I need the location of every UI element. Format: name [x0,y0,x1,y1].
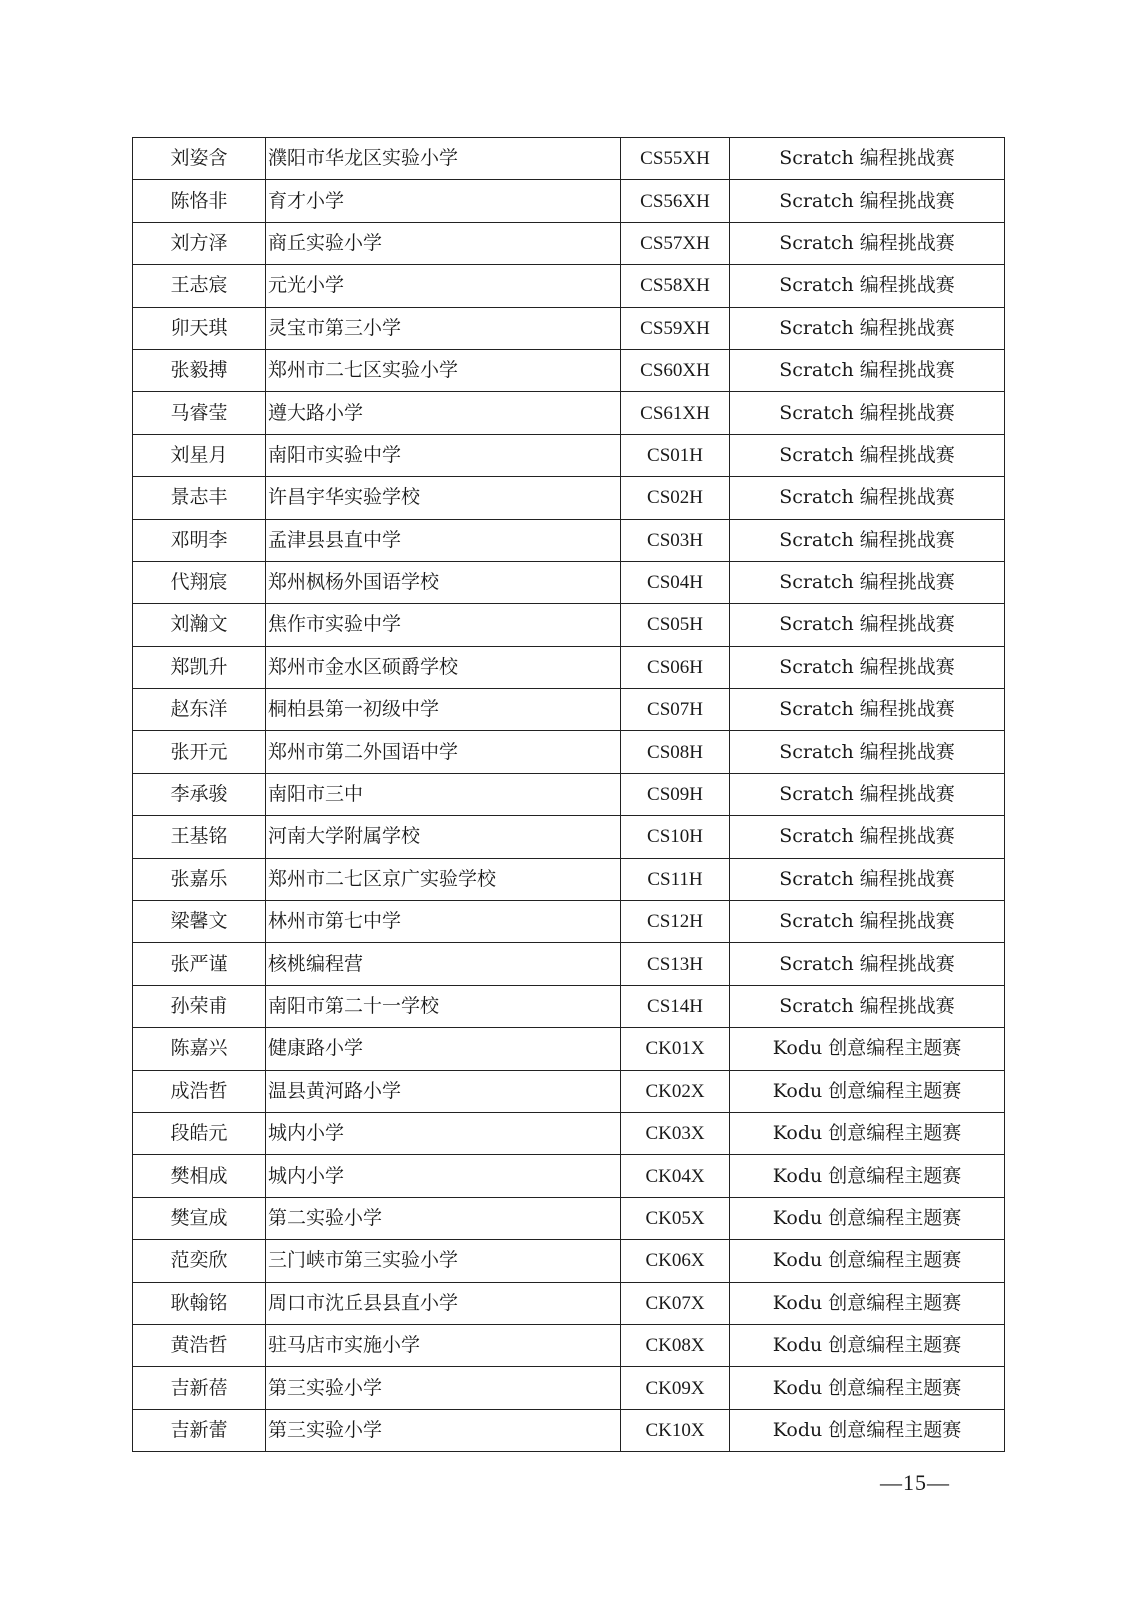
participant-name: 刘星月 [133,434,266,476]
school-name: 第三实验小学 [266,1409,621,1451]
entry-code: CS01H [621,434,730,476]
participant-name: 张毅搏 [133,349,266,391]
entry-code: CS08H [621,731,730,773]
event-name: Kodu 创意编程主题赛 [730,1240,1005,1282]
school-name: 孟津县县直中学 [266,519,621,561]
event-name: Scratch 编程挑战赛 [730,773,1005,815]
entry-code: CK04X [621,1155,730,1197]
school-name: 南阳市实验中学 [266,434,621,476]
school-name: 城内小学 [266,1112,621,1154]
school-name: 第二实验小学 [266,1197,621,1239]
entry-code: CK05X [621,1197,730,1239]
entry-code: CK03X [621,1112,730,1154]
school-name: 周口市沈丘县县直小学 [266,1282,621,1324]
table-row [133,604,1005,646]
school-name: 濮阳市华龙区实验小学 [266,138,621,180]
table-row [133,392,1005,434]
table-row [133,646,1005,688]
event-name: Scratch 编程挑战赛 [730,646,1005,688]
entry-code: CK02X [621,1070,730,1112]
entry-code: CS59XH [621,307,730,349]
table-row [133,307,1005,349]
participant-name: 樊宣成 [133,1197,266,1239]
event-name: Scratch 编程挑战赛 [730,901,1005,943]
entry-code: CK06X [621,1240,730,1282]
participant-name: 马睿莹 [133,392,266,434]
event-name: Scratch 编程挑战赛 [730,604,1005,646]
entry-code: CS10H [621,816,730,858]
participant-name: 陈恪非 [133,180,266,222]
participant-name: 耿翰铭 [133,1282,266,1324]
event-name: Scratch 编程挑战赛 [730,858,1005,900]
event-name: Scratch 编程挑战赛 [730,985,1005,1027]
event-name: Scratch 编程挑战赛 [730,689,1005,731]
participant-name: 段皓元 [133,1112,266,1154]
school-name: 第三实验小学 [266,1367,621,1409]
participant-name: 卯天琪 [133,307,266,349]
entry-code: CS02H [621,477,730,519]
event-name: Scratch 编程挑战赛 [730,180,1005,222]
table-row [133,265,1005,307]
participant-name: 郑凯升 [133,646,266,688]
table-row [133,689,1005,731]
event-name: Scratch 编程挑战赛 [730,477,1005,519]
school-name: 焦作市实验中学 [266,604,621,646]
table-row [133,561,1005,603]
event-name: Kodu 创意编程主题赛 [730,1070,1005,1112]
participant-name: 刘姿含 [133,138,266,180]
event-name: Scratch 编程挑战赛 [730,138,1005,180]
school-name: 元光小学 [266,265,621,307]
school-name: 健康路小学 [266,1028,621,1070]
participant-name: 梁馨文 [133,901,266,943]
entry-code: CS11H [621,858,730,900]
participant-name: 范奕欣 [133,1240,266,1282]
school-name: 郑州市金水区硕爵学校 [266,646,621,688]
event-name: Scratch 编程挑战赛 [730,731,1005,773]
table-row [133,816,1005,858]
entry-code: CS09H [621,773,730,815]
entry-code: CS13H [621,943,730,985]
table-row [133,1282,1005,1324]
event-name: Scratch 编程挑战赛 [730,349,1005,391]
school-name: 郑州枫杨外国语学校 [266,561,621,603]
school-name: 灵宝市第三小学 [266,307,621,349]
school-name: 遵大路小学 [266,392,621,434]
event-name: Kodu 创意编程主题赛 [730,1367,1005,1409]
entry-code: CS58XH [621,265,730,307]
entry-code: CK08X [621,1324,730,1366]
event-name: Scratch 编程挑战赛 [730,307,1005,349]
table-row [133,434,1005,476]
table-row [133,349,1005,391]
event-name: Kodu 创意编程主题赛 [730,1409,1005,1451]
table-row [133,180,1005,222]
table-row [133,138,1005,180]
school-name: 驻马店市实施小学 [266,1324,621,1366]
entry-code: CK01X [621,1028,730,1070]
entry-code: CS55XH [621,138,730,180]
participant-name: 刘方泽 [133,222,266,264]
school-name: 林州市第七中学 [266,901,621,943]
participant-name: 王志宸 [133,265,266,307]
school-name: 许昌宇华实验学校 [266,477,621,519]
event-name: Scratch 编程挑战赛 [730,519,1005,561]
participant-name: 张嘉乐 [133,858,266,900]
event-name: Kodu 创意编程主题赛 [730,1324,1005,1366]
table-row [133,985,1005,1027]
table-row [133,1155,1005,1197]
table-row [133,1070,1005,1112]
participant-name: 邓明李 [133,519,266,561]
table-row [133,1367,1005,1409]
school-name: 南阳市第二十一学校 [266,985,621,1027]
event-name: Scratch 编程挑战赛 [730,434,1005,476]
table-row [133,477,1005,519]
school-name: 城内小学 [266,1155,621,1197]
page-number: —15— [880,1470,950,1495]
entry-code: CS57XH [621,222,730,264]
table-row [133,1240,1005,1282]
event-name: Scratch 编程挑战赛 [730,561,1005,603]
table-row [133,1028,1005,1070]
entry-code: CS56XH [621,180,730,222]
table-row [133,1197,1005,1239]
event-name: Scratch 编程挑战赛 [730,265,1005,307]
event-name: Kodu 创意编程主题赛 [730,1197,1005,1239]
participant-name: 黄浩哲 [133,1324,266,1366]
table-row [133,1324,1005,1366]
participant-name: 陈嘉兴 [133,1028,266,1070]
results-table [132,137,1005,1452]
table-body [133,138,1005,1452]
table-row [133,731,1005,773]
school-name: 郑州市第二外国语中学 [266,731,621,773]
table-row [133,901,1005,943]
participant-name: 成浩哲 [133,1070,266,1112]
participant-name: 景志丰 [133,477,266,519]
entry-code: CS05H [621,604,730,646]
school-name: 南阳市三中 [266,773,621,815]
participant-name: 李承骏 [133,773,266,815]
participant-name: 王基铭 [133,816,266,858]
table-row [133,222,1005,264]
event-name: Scratch 编程挑战赛 [730,943,1005,985]
event-name: Kodu 创意编程主题赛 [730,1112,1005,1154]
school-name: 三门峡市第三实验小学 [266,1240,621,1282]
event-name: Scratch 编程挑战赛 [730,816,1005,858]
entry-code: CK09X [621,1367,730,1409]
table-row [133,519,1005,561]
entry-code: CS04H [621,561,730,603]
school-name: 温县黄河路小学 [266,1070,621,1112]
school-name: 河南大学附属学校 [266,816,621,858]
participant-name: 赵东洋 [133,689,266,731]
entry-code: CS60XH [621,349,730,391]
event-name: Scratch 编程挑战赛 [730,392,1005,434]
participant-name: 刘瀚文 [133,604,266,646]
entry-code: CS14H [621,985,730,1027]
participant-name: 代翔宸 [133,561,266,603]
entry-code: CK10X [621,1409,730,1451]
school-name: 商丘实验小学 [266,222,621,264]
school-name: 郑州市二七区京广实验学校 [266,858,621,900]
entry-code: CS03H [621,519,730,561]
entry-code: CS61XH [621,392,730,434]
participant-name: 吉新蓓 [133,1367,266,1409]
entry-code: CS07H [621,689,730,731]
table-row [133,943,1005,985]
table-row [133,1112,1005,1154]
table-row [133,858,1005,900]
school-name: 育才小学 [266,180,621,222]
school-name: 桐柏县第一初级中学 [266,689,621,731]
table-row [133,1409,1005,1451]
event-name: Kodu 创意编程主题赛 [730,1028,1005,1070]
entry-code: CS12H [621,901,730,943]
participant-name: 张严谨 [133,943,266,985]
event-name: Scratch 编程挑战赛 [730,222,1005,264]
school-name: 郑州市二七区实验小学 [266,349,621,391]
entry-code: CS06H [621,646,730,688]
participant-name: 孙荣甫 [133,985,266,1027]
entry-code: CK07X [621,1282,730,1324]
table-row [133,773,1005,815]
participant-name: 吉新蕾 [133,1409,266,1451]
event-name: Kodu 创意编程主题赛 [730,1282,1005,1324]
participant-name: 张开元 [133,731,266,773]
event-name: Kodu 创意编程主题赛 [730,1155,1005,1197]
participant-name: 樊相成 [133,1155,266,1197]
school-name: 核桃编程营 [266,943,621,985]
